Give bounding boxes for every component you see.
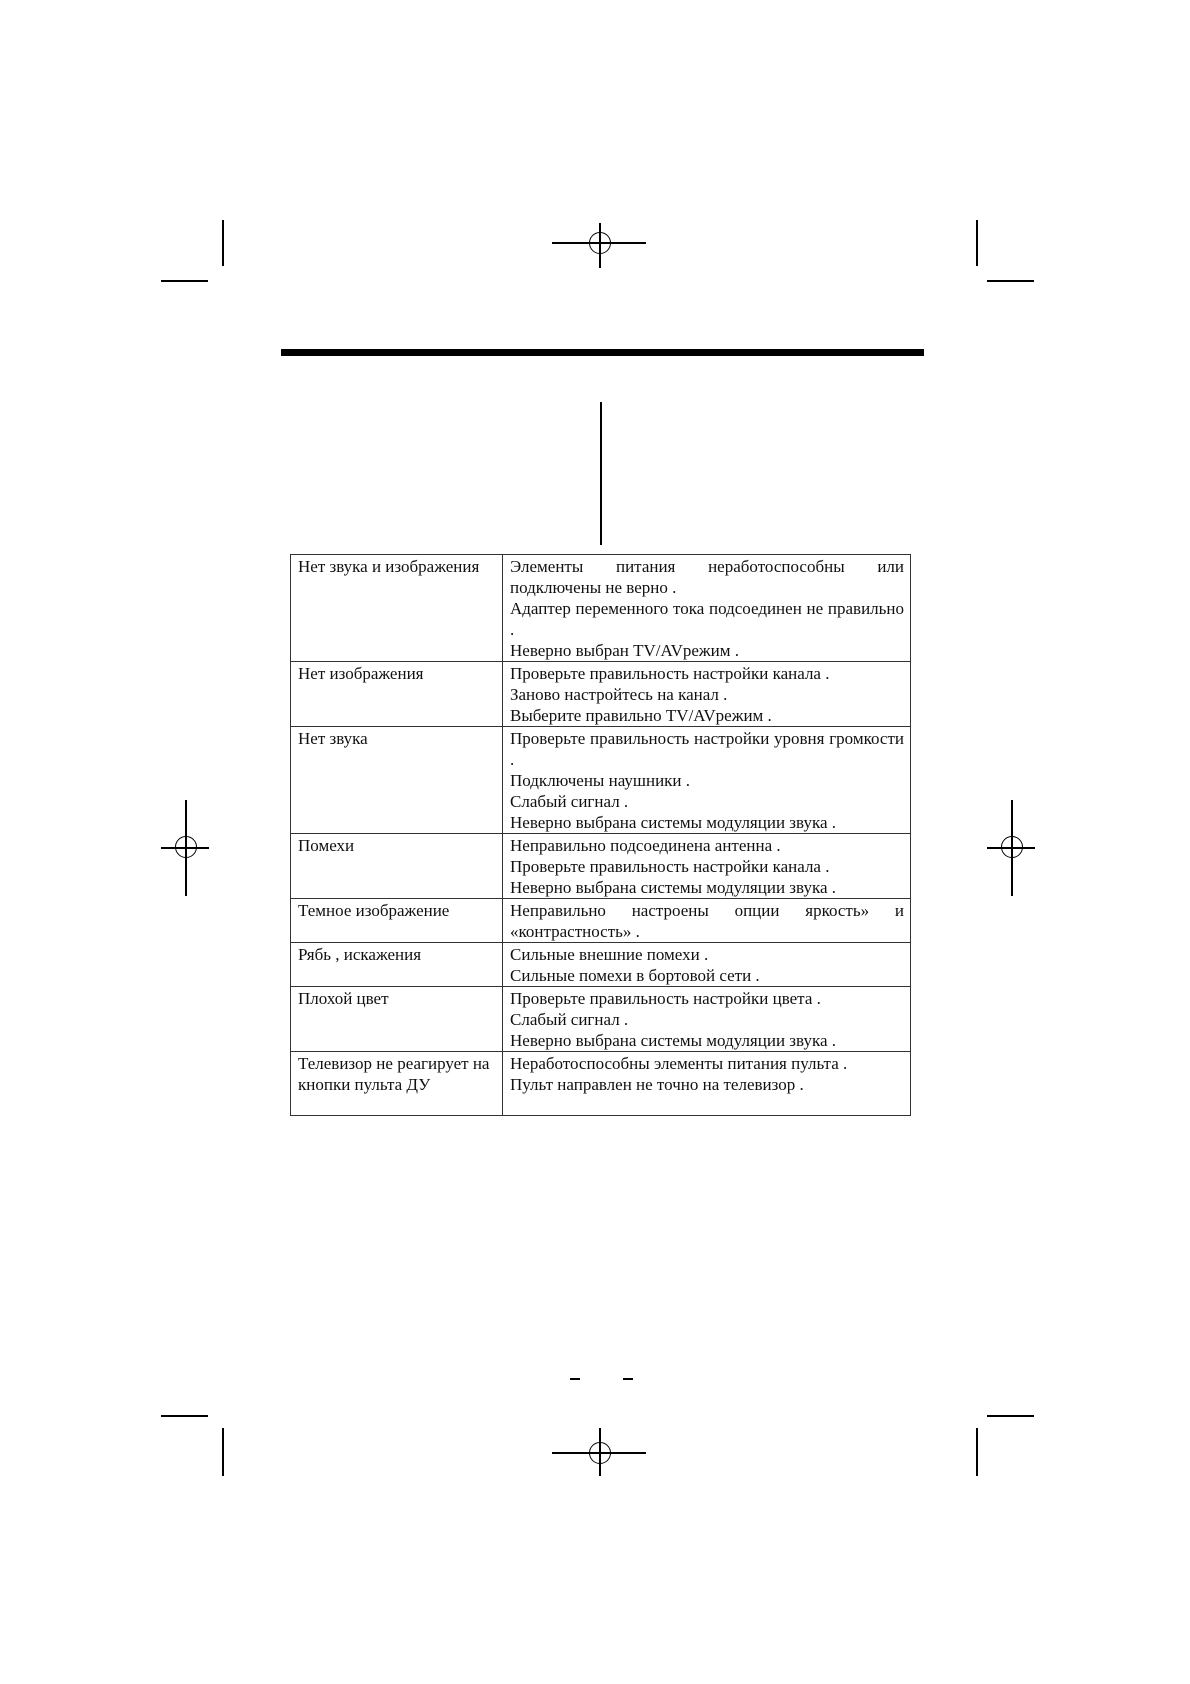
- problem-cell: Плохой цвет: [291, 987, 503, 1052]
- causes-cell: [503, 899, 911, 943]
- problem-cell: Рябь , искажения: [291, 943, 503, 987]
- causes-cell: [503, 555, 911, 662]
- cause-item: Неправильно подсоединена антенна .: [510, 836, 781, 855]
- cause-item: Проверьте правильность настройки уровня громкости .: [510, 729, 904, 769]
- crop-mark: [222, 220, 224, 266]
- cause-item: Неверно выбрана системы модуляции звука .: [510, 1031, 836, 1050]
- table-row: [291, 662, 911, 727]
- causes-cell: [503, 834, 911, 899]
- registration-circle-icon: [589, 232, 611, 254]
- table-row: [291, 987, 911, 1052]
- page-number-dash: [570, 1378, 580, 1380]
- cause-item: Неверно выбрана системы модуляции звука .: [510, 878, 836, 897]
- problem-cell: Темное изображение: [291, 899, 503, 943]
- cause-item: Слабый сигнал .: [510, 792, 629, 811]
- cause-item: Элементы питания неработоспособны или подключены не верно .: [510, 557, 904, 597]
- causes-cell: [503, 662, 911, 727]
- cause-item: Пульт направлен не точно на телевизор .: [510, 1075, 804, 1094]
- page-number-dash: [623, 1378, 633, 1380]
- cause-item: Проверьте правильность настройки цвета .: [510, 989, 821, 1008]
- causes-cell: [503, 943, 911, 987]
- cause-item: Проверьте правильность настройки канала .: [510, 664, 830, 683]
- cause-item: Неработоспособны элементы питания пульта .: [510, 1054, 848, 1073]
- crop-mark: [976, 220, 978, 266]
- problem-cell: Нет изображения: [291, 662, 503, 727]
- crop-mark: [161, 1415, 208, 1417]
- cause-item: Заново настройтесь на канал .: [510, 685, 728, 704]
- cause-item: Сильные внешние помехи .: [510, 945, 709, 964]
- crop-mark: [987, 280, 1034, 282]
- table-row: [291, 834, 911, 899]
- cause-item: Неправильно настроены опции яркость» и «контрастность» .: [510, 901, 904, 941]
- problem-cell: Телевизор не реагирует на кнопки пульта ДУ: [291, 1052, 503, 1116]
- cause-item: Выберите правильно TV/AVрежим .: [510, 706, 772, 725]
- troubleshooting-table: [290, 554, 911, 1116]
- cause-item: Подключены наушники .: [510, 771, 691, 790]
- problem-cell: Нет звука и изображения: [291, 555, 503, 662]
- cause-item: Неверно выбран TV/AVрежим .: [510, 641, 740, 660]
- registration-circle-icon: [589, 1442, 611, 1464]
- cause-item: Слабый сигнал .: [510, 1010, 629, 1029]
- cause-item: Сильные помехи в бортовой сети .: [510, 966, 760, 985]
- cause-item: Проверьте правильность настройки канала .: [510, 857, 830, 876]
- cause-item: Неверно выбрана системы модуляции звука .: [510, 813, 836, 832]
- causes-cell: [503, 1052, 911, 1116]
- table-row: [291, 943, 911, 987]
- causes-cell: [503, 727, 911, 834]
- registration-circle-icon: [1001, 836, 1023, 858]
- crop-mark: [222, 1428, 224, 1476]
- crop-mark: [987, 1415, 1034, 1417]
- table-row: [291, 727, 911, 834]
- center-divider: [600, 402, 602, 545]
- table-row: [291, 1052, 911, 1116]
- table-row: [291, 555, 911, 662]
- problem-cell: Нет звука: [291, 727, 503, 834]
- crop-mark: [976, 1428, 978, 1476]
- crop-mark: [161, 280, 208, 282]
- causes-cell: [503, 987, 911, 1052]
- cause-item: Адаптер переменного тока подсоединен не правильно .: [510, 599, 904, 639]
- problem-cell: Помехи: [291, 834, 503, 899]
- header-bar: [281, 349, 924, 356]
- table-row: [291, 899, 911, 943]
- registration-circle-icon: [175, 836, 197, 858]
